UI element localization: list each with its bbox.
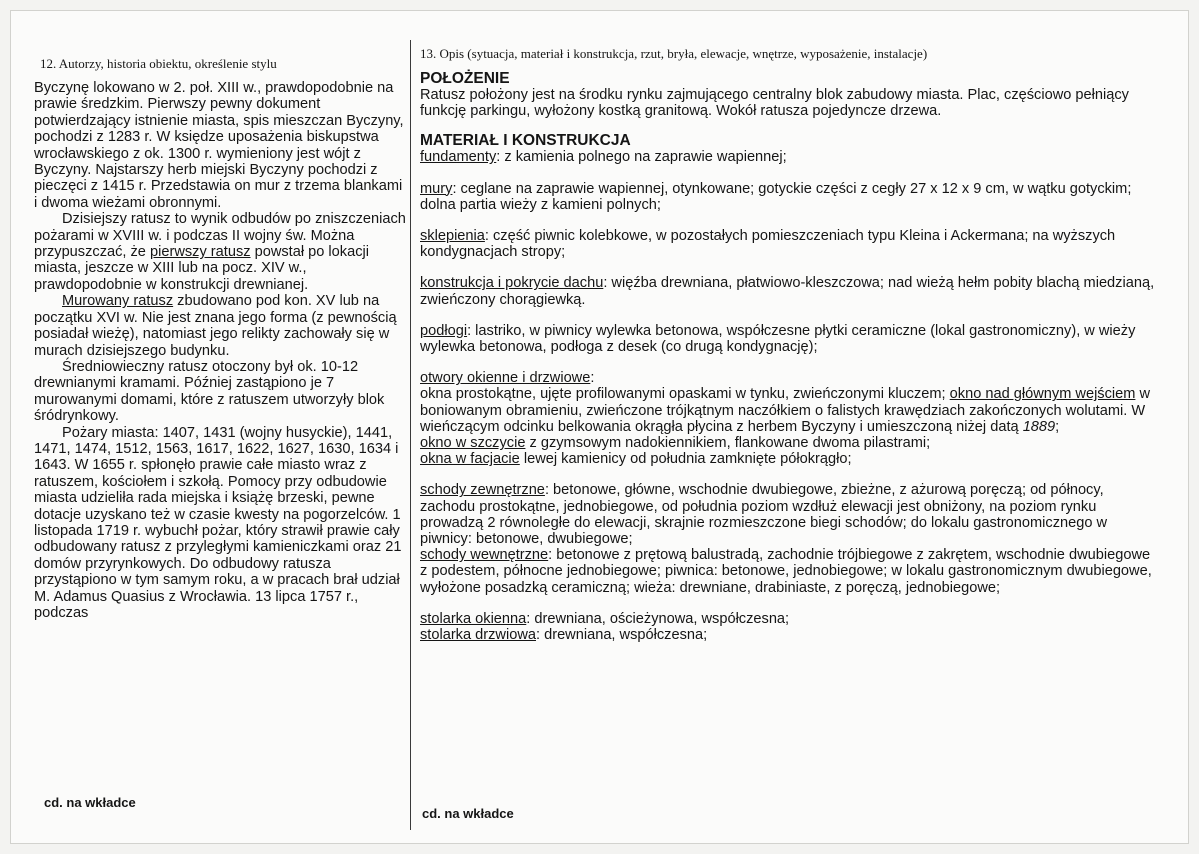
floors-label: podłogi [420, 322, 468, 339]
door-joinery-text: : drewniana, współczesna; [535, 627, 708, 644]
section-13-heading: 13. Opis (sytuacja, materiał i konstrukcja, rzut, bryła, elewacje, wnętrze, wyposażenie, instalacje) [420, 46, 928, 61]
brick-town-hall-term: Murowany ratusz [62, 293, 174, 310]
stairs-interior-text: : betonowe z prętową balustradą, zachodnie trójbiegowe z zakrętem, wschodnie dwubiegowe z podestem, północne jednobiegowe; piwnica: betonowe, jednobiegowe; w lokalu gastronomicznym dwubiegowe, wyłożone posadzką ceramiczną; wieża: drewniane, drabiniaste, z poręczą, jednobiegowe; [420, 547, 1152, 596]
location-heading: POŁOŻENIE [420, 70, 510, 87]
column-divider [410, 40, 411, 830]
history-paragraph-3 [34, 293, 406, 359]
foundations-entry [420, 149, 1160, 165]
window-joinery-entry [420, 611, 1160, 627]
history-column [34, 56, 406, 621]
openings-label: otwory okienne i drzwiowe [420, 370, 591, 387]
description-column [420, 46, 1160, 643]
location-text: Ratusz położony jest na środku rynku zajmującego centralny blok zabudowy miasta. Plac, częściowo pełniący funkcję parkingu, wyłożony kostką granitową. Wokół ratusza pojedyncze drzewa. [420, 87, 1129, 120]
right-continued-note: cd. na wkładce [422, 806, 514, 821]
openings-label-line: otwory okienne i drzwiowe: [420, 370, 595, 387]
window-joinery-text: : drewniana, ościeżynowa, współczesna; [526, 610, 790, 627]
history-paragraph-2-text: Dzisiejszy ratusz to wynik odbudów po zniszczeniach pożarami w XVIII w. i podczas II wojny św. Można przypuszczać, że [34, 211, 406, 261]
openings-text-1: okna prostokątne, ujęte profilowanymi opaskami w tynku, zwieńczonymi kluczem; [420, 386, 950, 403]
openings-text-3: ; [1055, 418, 1060, 435]
history-paragraph-5: Pożary miasta: 1407, 1431 (wojny husyckie), 1441, 1471, 1474, 1512, 1563, 1617, 1622, 1627, 1630, 1634 i 1643. W 1655 r. spłonęło prawie całe miasto wraz z ratuszem, kościołem i szkołą. Pomocy przy odbudowie miasta udzieliła rada miejska i książę brzeski, pewne dotacje uzyskano też w czasie kwesty na pogorzelców. 1 listopada 1719 r. wybuchł pożar, który strawił prawie cały odbudowany ratusz z przyległymi kamieniczkami oraz 21 domów przyrynkowych. Do odbudowy ratusza przystąpiono w tym samym roku, a w pracach brał udział M. Adamus Quasius z Wrocławia. 13 lipca 1757 r., podczas [34, 424, 402, 621]
gable-window-text: z gzymsowym nadokiennikiem, flankowane dwoma pilastrami; [525, 435, 931, 452]
vaults-entry [420, 228, 1160, 260]
vaults-label: sklepienia [420, 228, 485, 245]
floors-text: : lastriko, w piwnicy wylewka betonowa, współczesne płytki ceramiczne (lokal gastronomiczny), w wieży wylewka betonowa, podłoga z desek (co drugą kondygnację); [420, 322, 1136, 356]
stairs-interior-entry [420, 547, 1160, 596]
vaults-text: : część piwnic kolebkowe, w pozostałych pomieszczeniach typu Kleina i Ackermana; na wyższych kondygnacjach stropy; [420, 228, 1116, 261]
section-12-heading: 12. Autorzy, historia obiektu, określenie stylu [40, 56, 277, 71]
openings-date: 1889 [1022, 418, 1056, 435]
facade-window-entry [420, 451, 1160, 467]
door-joinery-label: stolarka drzwiowa [420, 627, 536, 644]
walls-text: : ceglane na zaprawie wapiennej, otynkowane; gotyckie części z cegły 27 x 12 x 9 cm, w wątku gotyckim; dolna partia wieży z kamieni polnych; [420, 180, 1132, 213]
openings-text-2: w boniowanym obramieniu, zwieńczone trójkątnym naczółkiem o falistych krawędziach zakończonych wolutami. W wieńczącym odcinku belkowania okrągła płycina z herbem Byczyny i umieszczoną niżej datą [420, 386, 1151, 435]
stairs-exterior-label: schody zewnętrzne [420, 482, 545, 499]
roof-text: : więźba drewniana, płatwiowo-kleszczowa; nad wieżą hełm pobity blachą miedzianą, zwieńczony chorągiewką. [420, 275, 1155, 308]
facade-window-text: lewej kamienicy od południa zamknięte półokrągło; [519, 451, 852, 468]
history-paragraph-2-rest: powstał po lokacji miasta, jeszcze w XIII lub na pocz. XIV w., prawdopodobnie w konstrukcji drewnianej. [34, 244, 369, 293]
window-joinery-label: stolarka okienna [420, 610, 527, 627]
history-paragraph-2 [34, 211, 406, 293]
gable-window-label: okno w szczycie [420, 435, 526, 452]
facade-window-label: okna w facjacie [420, 451, 520, 468]
stairs-exterior-text: : betonowe, główne, wschodnie dwubiegowe, zbieżne, z ażurową poręczą; od północy, zachodu prostokątne, jednobiegowe, od południa poziom wzdłuż elewacji jest obniżony, na poziom rynku prowadzą 2 równoległe do elewacji, skrajnie rozmieszczone biegi schodów; do lokalu gastronomicznego w piwnicy: betonowe, dwubiegowe; [420, 482, 1108, 548]
roof-entry [420, 275, 1160, 307]
stairs-interior-label: schody wewnętrzne [420, 547, 549, 564]
first-town-hall-term: pierwszy ratusz [149, 244, 251, 261]
door-joinery-entry [420, 627, 1160, 643]
walls-entry [420, 181, 1160, 213]
stairs-exterior-entry [420, 482, 1160, 547]
roof-label: konstrukcja i pokrycie dachu [420, 275, 604, 292]
floors-entry [420, 323, 1160, 355]
main-window-label: okno nad głównym wejściem [949, 386, 1136, 403]
openings-entry [420, 386, 1160, 435]
foundations-label: fundamenty [420, 149, 497, 166]
history-paragraph-4: Średniowieczny ratusz otoczony był ok. 10-12 drewnianymi kramami. Później zastąpiono je 7 murowanymi domami, które z ratuszem utworzyły blok śródrynkowy. [34, 358, 385, 425]
foundations-text: : z kamienia polnego na zaprawie wapiennej; [496, 149, 787, 166]
gable-window-entry [420, 435, 1160, 451]
walls-label: mury [420, 180, 453, 197]
left-continued-note: cd. na wkładce [44, 795, 136, 810]
history-paragraph-1: Byczynę lokowano w 2. poł. XIII w., prawdopodobnie na prawie średzkim. Pierwszy pewny dokument potwierdzający istnienie miasta, spis mieszczan Byczyny, pochodzi z 1283 r. W księdze uposażenia biskupstwa wrocławskiego z ok. 1300 r. wymieniony jest wójt z Byczyny. Najstarszy herb miejski Byczyny pochodzi z pieczęci z 1415 r. Przedstawia on mur z trzema blankami i dwoma wieżami obronnymi. [34, 80, 404, 211]
history-paragraph-3-text: zbudowano pod kon. XV lub na początku XVI w. Nie jest znana jego forma (z pewnością posiadał wieżę), natomiast jego relikty zachowały się w murach dzisiejszego budynku. [34, 293, 397, 359]
material-heading: MATERIAŁ I KONSTRUKCJA [420, 132, 631, 150]
